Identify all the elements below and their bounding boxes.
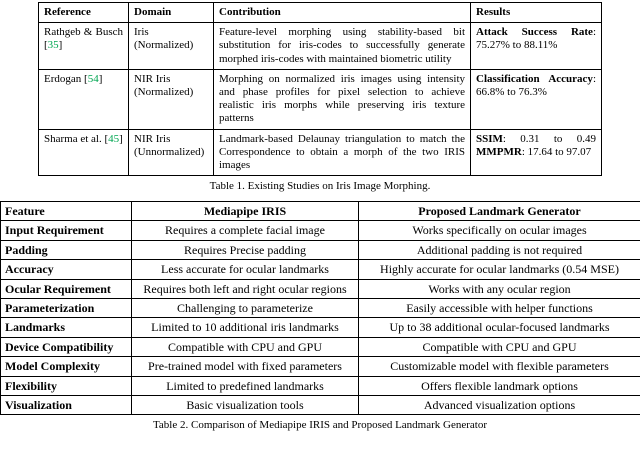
mediapipe-cell: Requires Precise padding [132,240,359,259]
result-metric-value: : 17.64 to 97.07 [521,145,592,158]
feature-cell: Visualization [1,395,132,414]
domain-cell: Iris (Normalized) [129,23,214,70]
reference-cell [39,69,129,129]
domain-cell: NIR Iris (Unnormalized) [129,129,214,176]
table1-header-reference: Reference [39,3,129,23]
mediapipe-cell: Limited to predefined landmarks [132,376,359,395]
result-metric-label: Attack Success Rate [476,26,593,39]
result-metric-label: SSIM [476,132,503,145]
reference-cell [39,129,129,176]
table2-header-mediapipe: Mediapipe IRIS [132,202,359,221]
table2-mediapipe-comparison [0,201,640,415]
feature-cell: Padding [1,240,132,259]
result-metric-label: MMPMR [476,145,522,158]
mediapipe-cell: Requires both left and right ocular regions [132,279,359,298]
contribution-cell: Morphing on normalized iris images using intensity and phase profiles for pixel selection to achieve realistic iris morphs while preserving iris texture patterns [214,69,471,129]
proposed-cell: Offers flexible landmark options [359,376,640,395]
mediapipe-cell: Pre-trained model with fixed parameters [132,357,359,376]
table1-caption: Table 1. Existing Studies on Iris Image Morphing. [209,180,431,193]
table2-header-proposed: Proposed Landmark Generator [359,202,640,221]
feature-cell: Input Requirement [1,221,132,240]
result-metric-value: : 75.27% to 88.11% [476,26,596,52]
proposed-cell: Easily accessible with helper functions [359,299,640,318]
reference-text-close: ] [98,72,103,85]
table-row [1,318,640,337]
table-row [39,69,602,129]
reference-cell [39,23,129,70]
mediapipe-cell: Challenging to parameterize [132,299,359,318]
feature-cell: Landmarks [1,318,132,337]
results-cell [471,23,602,70]
feature-cell: Accuracy [1,260,132,279]
mediapipe-cell: Limited to 10 additional iris landmarks [132,318,359,337]
table-row [39,129,602,176]
reference-text: Erdogan [ [44,72,88,85]
table-row [1,221,640,240]
proposed-cell: Advanced visualization options [359,395,640,414]
reference-text-close: ] [58,39,63,52]
result-metric-label: Classification Accuracy [476,72,593,85]
results-cell [471,129,602,176]
contribution-cell: Landmark-based Delaunay triangulation to match the Correspondence to obtain a morph of the two IRIS images [214,129,471,176]
proposed-cell: Highly accurate for ocular landmarks (0.54 MSE) [359,260,640,279]
table-row [1,260,640,279]
feature-cell: Model Complexity [1,357,132,376]
result-metric-value: : 66.8% to 76.3% [476,72,596,98]
citation-link[interactable]: 54 [87,72,99,85]
citation-link[interactable]: 45 [108,132,120,145]
table-row [1,240,640,259]
reference-text: Rathgeb & Busch [ [44,26,123,52]
table1-header-row [39,3,602,23]
proposed-cell: Works with any ocular region [359,279,640,298]
feature-cell: Parameterization [1,299,132,318]
contribution-cell: Feature-level morphing using stability-based bit substitution for iris-codes to successfully generate morphed iris-codes with maintained biometric utility [214,23,471,70]
table-row [1,395,640,414]
proposed-cell: Works specifically on ocular images [359,221,640,240]
proposed-cell: Compatible with CPU and GPU [359,337,640,356]
proposed-cell: Customizable model with flexible parameters [359,357,640,376]
table1-header-results: Results [471,3,602,23]
table-row [1,337,640,356]
reference-text-close: ] [119,132,123,145]
feature-cell: Ocular Requirement [1,279,132,298]
table1-header-domain: Domain [129,3,214,23]
proposed-cell: Up to 38 additional ocular-focused landmarks [359,318,640,337]
table-row [1,357,640,376]
table-row [1,299,640,318]
proposed-cell: Additional padding is not required [359,240,640,259]
table-row [1,376,640,395]
table-row [1,279,640,298]
domain-cell: NIR Iris (Normalized) [129,69,214,129]
mediapipe-cell: Requires a complete facial image [132,221,359,240]
mediapipe-cell: Basic visualization tools [132,395,359,414]
table2-caption: Table 2. Comparison of Mediapipe IRIS and Proposed Landmark Generator [152,419,488,432]
mediapipe-cell: Compatible with CPU and GPU [132,337,359,356]
feature-cell: Flexibility [1,376,132,395]
table2-header-row [1,202,640,221]
citation-link[interactable]: 35 [47,39,59,52]
results-cell [471,69,602,129]
table-row [39,23,602,70]
feature-cell: Device Compatibility [1,337,132,356]
table1-iris-morphing-studies [38,2,602,176]
result-metric-value: : 0.31 to 0.49 [502,132,596,145]
table1-header-contribution: Contribution [214,3,471,23]
reference-text: Sharma et al. [ [44,132,109,145]
mediapipe-cell: Less accurate for ocular landmarks [132,260,359,279]
table2-header-feature: Feature [1,202,132,221]
